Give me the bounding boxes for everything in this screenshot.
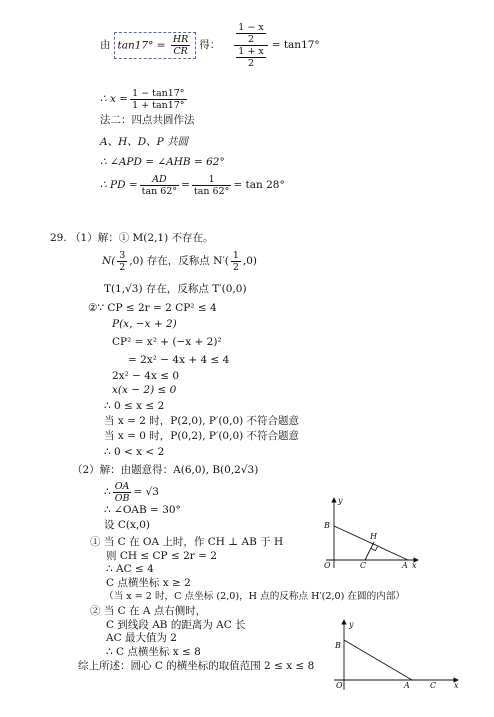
figure-case1 xyxy=(320,494,420,570)
case1-line3: C 点横坐标 x ≥ 2 xyxy=(106,577,191,589)
label-a: A xyxy=(402,561,408,570)
p2-line8: 当 x = 0 时，P(0,2), P′(0,0) 不符合题意 xyxy=(104,430,300,442)
compound-num xyxy=(234,22,267,46)
one-num: 1 xyxy=(192,174,231,186)
x-num: 1 − tan17° xyxy=(132,88,185,99)
ad-den: tan 62° xyxy=(141,186,178,197)
label-h: H xyxy=(370,532,377,541)
p2-line6: ∴ 0 ≤ x ≤ 2 xyxy=(104,400,165,412)
right-angle-mark xyxy=(371,547,378,551)
conclusion: 综上所述：圆心 C 的横坐标的取值范围 2 ≤ x ≤ 8 xyxy=(78,660,315,672)
ad-fraction xyxy=(140,174,179,197)
hr-num: HR xyxy=(172,33,189,45)
compound-fraction xyxy=(234,22,267,69)
label-b: B xyxy=(335,641,341,650)
compound-den xyxy=(234,46,267,69)
n2-frac xyxy=(231,250,241,273)
label-a: A xyxy=(404,681,410,690)
x-lhs: ∴ x = xyxy=(100,93,129,105)
segment-ab xyxy=(344,640,412,680)
case2-line3: ∴ C 点横坐标 x ≤ 8 xyxy=(106,646,201,658)
p2-line2: CP² = x² + (−x + 2)² xyxy=(112,336,222,348)
part2-head: ②∵ CP ≤ 2r = 2 CP² ≤ 4 xyxy=(88,302,217,314)
pd-rhs: = tan 28° xyxy=(233,179,285,191)
inner-num-top: 1 − x xyxy=(238,21,264,33)
one-fraction xyxy=(192,174,231,197)
case1-head: ① 当 C 在 OA 上时，作 CH ⊥ AB 于 H xyxy=(90,536,284,548)
n-frac-den: 2 xyxy=(119,262,126,273)
label-y: y xyxy=(338,496,343,505)
ad-num: AD xyxy=(140,174,179,186)
angle-oab: ∴ ∠OAB = 30° xyxy=(104,504,181,516)
inner-num-frac xyxy=(236,22,265,45)
tan17-ratio-box xyxy=(114,32,197,59)
method2-title: 法二：四点共圆作法 xyxy=(100,114,195,126)
concyclic-statement: A、H、D、P 共圆 xyxy=(100,136,189,148)
x-den: 1 + tan17° xyxy=(132,100,185,111)
label-b: B xyxy=(324,521,330,530)
eq-tan17-derivation xyxy=(100,21,320,69)
n-pre: N( xyxy=(102,255,116,267)
angle-equality: ∴ ∠APD = ∠AHB = 62° xyxy=(100,156,225,168)
inner-den-frac xyxy=(236,46,265,69)
pd-lhs: ∴ PD = xyxy=(100,179,138,191)
p2-line4: 2x² − 4x ≤ 0 xyxy=(112,370,180,382)
point-n-line xyxy=(102,250,257,273)
figure-case2 xyxy=(328,618,464,694)
n2-frac-num: 1 xyxy=(232,250,239,261)
n-post: ,0) 存在，反称点 N′( xyxy=(129,255,229,267)
p2-line7: 当 x = 2 时，P(2,0), P′(0,0) 不符合题意 xyxy=(104,415,300,427)
tan17-lhs: tan17° = xyxy=(117,39,166,51)
one-den: tan 62° xyxy=(193,186,230,197)
rhs-tan17: = tan17° xyxy=(271,38,320,51)
let-c: 设 C(x,0) xyxy=(104,519,151,531)
text-you: 由 xyxy=(100,38,111,51)
n-frac-num: 3 xyxy=(119,250,126,261)
n-frac xyxy=(117,250,127,273)
cr-den: CR xyxy=(173,45,188,57)
case2-head: ② 当 C 在 A 点右侧时， xyxy=(90,605,207,617)
case1-line4: （当 x = 2 时，C 点坐标 (2,0)，H 点的反称点 H′(2,0) 在圆的内部） xyxy=(104,591,406,602)
case2-line2: AC 最大值为 2 xyxy=(106,632,177,644)
hr-cr-fraction xyxy=(171,34,190,57)
label-x: x xyxy=(454,681,459,690)
inner-den-bottom: 2 xyxy=(247,57,254,69)
inner-den-top: 1 + x xyxy=(238,45,264,57)
ratio-rhs: = √3 xyxy=(133,486,159,498)
label-x: x xyxy=(412,561,417,570)
case1-line1: 则 CH ≤ CP ≤ 2r = 2 xyxy=(106,550,217,562)
eq-x-value xyxy=(100,88,189,111)
case2-line1: C 到线段 AB 的距离为 AC 长 xyxy=(106,619,246,631)
segment-ch xyxy=(365,542,374,560)
label-o: O xyxy=(336,681,343,690)
p2-line5: x(x − 2) ≤ 0 xyxy=(112,384,177,396)
n2-frac-den: 2 xyxy=(232,262,239,273)
eq-pd xyxy=(100,174,285,197)
ratio-therefore: ∴ xyxy=(104,486,111,498)
p2-line9: ∴ 0 < x < 2 xyxy=(104,446,165,458)
x-fraction xyxy=(130,88,186,111)
label-c: C xyxy=(430,681,437,690)
point-t-line: T(1,√3) 存在，反称点 T′(0,0) xyxy=(104,283,247,295)
q2-ratio-line xyxy=(104,481,159,504)
q29-part2-head: （2）解：由题意得：A(6,0), B(0,2√3) xyxy=(72,464,259,476)
q29-part1-head: 29. （1）解：① M(2,1) 不存在。 xyxy=(50,232,214,244)
p2-line1: P(x, −x + 2) xyxy=(112,318,177,330)
ob-den: OB xyxy=(114,493,130,504)
oa-num: OA xyxy=(113,481,132,493)
pd-eq: = xyxy=(181,179,190,191)
label-o: O xyxy=(324,561,331,570)
n2-post: ,0) xyxy=(242,255,257,267)
oa-ob-fraction xyxy=(113,481,132,504)
case1-line2: ∴ AC ≤ 4 xyxy=(106,563,154,575)
label-y: y xyxy=(349,620,354,629)
inner-num-bottom: 2 xyxy=(247,33,254,45)
label-c: C xyxy=(360,561,367,570)
text-de: 得： xyxy=(199,38,221,51)
p2-line3: = 2x² − 4x + 4 ≤ 4 xyxy=(128,354,230,366)
